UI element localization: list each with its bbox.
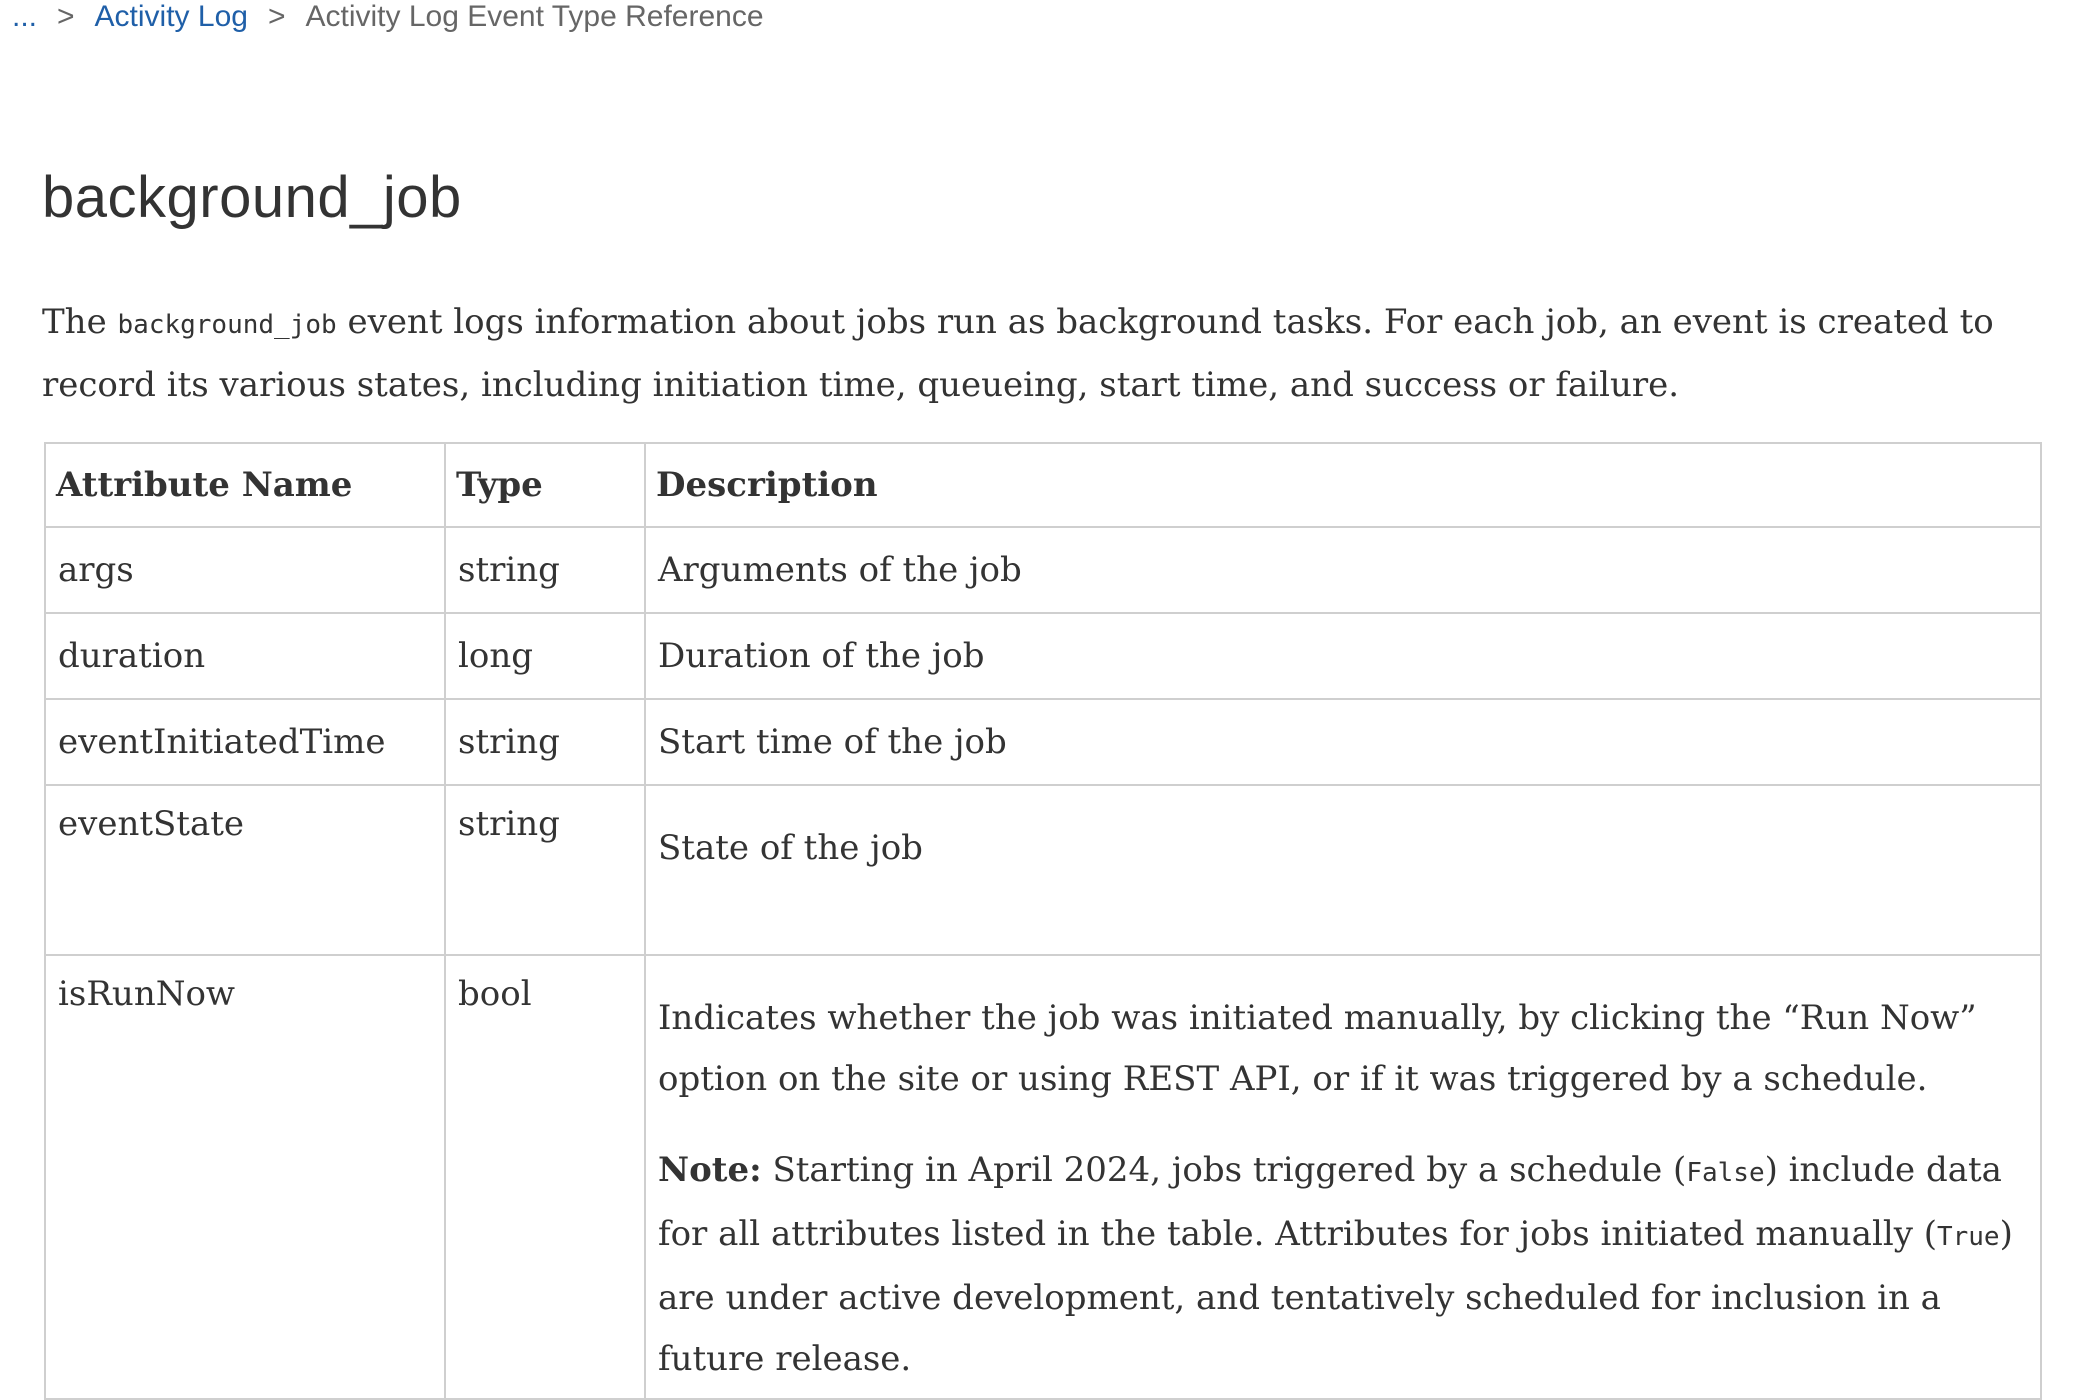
- note-text: ) are under active development, and tentatively scheduled for inclusion in a future release.: [658, 1214, 2013, 1379]
- intro-paragraph: [42, 292, 2042, 415]
- intro-text: event logs information about jobs run as background tasks. For each job, an event is created to record its various states, including initiation time, queueing, start time, and success or failure.: [42, 302, 1994, 405]
- table-row: [45, 785, 2041, 955]
- cell-description: Arguments of the job: [645, 527, 2041, 613]
- note-text: ) include data for all attributes listed in the table. Attributes for jobs initiated manually (: [658, 1150, 2002, 1254]
- description-text: State of the job: [658, 828, 923, 868]
- cell-attribute-name: isRunNow: [45, 955, 445, 1399]
- cell-type: bool: [445, 955, 645, 1399]
- table-row: [45, 613, 2041, 699]
- cell-description: [645, 785, 2041, 955]
- note-paragraph: [658, 1140, 2028, 1390]
- cell-type: string: [445, 785, 645, 955]
- cell-attribute-name: eventState: [45, 785, 445, 955]
- breadcrumb-separator: >: [267, 0, 286, 33]
- description-text: Indicates whether the job was initiated manually, by clicking the “Run Now” option on the site or using REST API, or if it was triggered by a schedule.: [658, 998, 1977, 1099]
- table-row: [45, 527, 2041, 613]
- breadcrumb: [12, 0, 764, 34]
- cell-type: string: [445, 527, 645, 613]
- note-text: Starting in April 2024, jobs triggered by a schedule (: [772, 1150, 1687, 1190]
- cell-description: Start time of the job: [645, 699, 2041, 785]
- note-label: Note:: [658, 1150, 762, 1190]
- cell-type: long: [445, 613, 645, 699]
- breadcrumb-current: Activity Log Event Type Reference: [305, 0, 764, 33]
- header-description: Description: [645, 443, 2041, 527]
- cell-attribute-name: args: [45, 527, 445, 613]
- table-row: [45, 955, 2041, 1399]
- attribute-table: [44, 442, 2042, 1400]
- cell-description: [645, 955, 2041, 1399]
- breadcrumb-link-activity-log[interactable]: Activity Log: [94, 0, 248, 33]
- breadcrumb-separator: >: [57, 0, 75, 33]
- table-header-row: [45, 443, 2041, 527]
- cell-description: Duration of the job: [645, 613, 2041, 699]
- cell-type: string: [445, 699, 645, 785]
- page-title: background_job: [42, 165, 462, 230]
- breadcrumb-ellipsis[interactable]: ...: [12, 0, 38, 33]
- intro-code: background_job: [117, 310, 337, 340]
- header-type: Type: [445, 443, 645, 527]
- table-row: [45, 699, 2041, 785]
- note-code-false: False: [1686, 1158, 1765, 1188]
- note-code-true: True: [1936, 1222, 2000, 1252]
- header-attribute-name: Attribute Name: [45, 443, 445, 527]
- cell-attribute-name: eventInitiatedTime: [45, 699, 445, 785]
- intro-prefix: The: [42, 302, 107, 342]
- cell-attribute-name: duration: [45, 613, 445, 699]
